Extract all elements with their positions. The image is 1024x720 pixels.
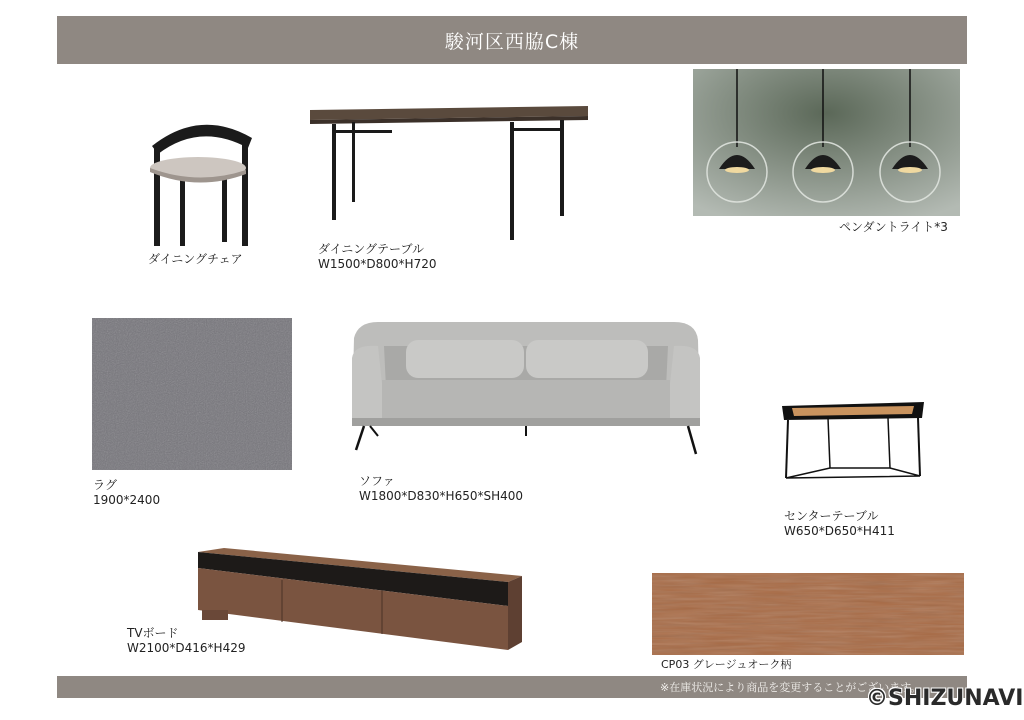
rug-image (92, 318, 292, 470)
dining-table-image (306, 104, 590, 244)
rug-size: 1900*2400 (93, 493, 161, 507)
rug-label (93, 478, 160, 508)
dining-chair-name: ダイニングチェア (148, 252, 243, 266)
center-table-size: W650*D650*H411 (784, 524, 895, 538)
dining-table-label (318, 242, 436, 272)
sofa-size: W1800*D830*H650*SH400 (359, 489, 524, 503)
copyright-watermark: ©SHIZUNAVI (866, 686, 1024, 711)
rug-name: ラグ (93, 478, 118, 492)
pendant-light-name: ペンダントライト*3 (839, 220, 948, 234)
center-table-image (778, 398, 928, 484)
sofa-label (359, 474, 523, 504)
tv-board-label (127, 626, 245, 656)
dining-chair-image (140, 108, 260, 248)
center-table-label (784, 509, 895, 539)
page-header (57, 16, 967, 64)
pendant-light-label (839, 220, 948, 235)
flooring-label (661, 657, 791, 672)
flooring-name: CP03 グレージュオーク柄 (661, 658, 792, 671)
center-table-name: センターテーブル (784, 509, 879, 523)
stock-notice: ※在庫状況により商品を変更することがございます。 (660, 681, 922, 694)
page-title: 駿河区西脇C棟 (444, 30, 580, 53)
sofa-name: ソファ (359, 474, 395, 488)
dining-chair-label (148, 252, 243, 267)
pendant-light-image (693, 69, 960, 216)
tv-board-size: W2100*D416*H429 (127, 641, 246, 655)
tv-board-name: TVボード (127, 626, 179, 640)
flooring-swatch-image (652, 573, 964, 655)
dining-table-size: W1500*D800*H720 (318, 257, 437, 271)
sofa-image (348, 318, 704, 460)
dining-table-name: ダイニングテーブル (318, 242, 424, 256)
